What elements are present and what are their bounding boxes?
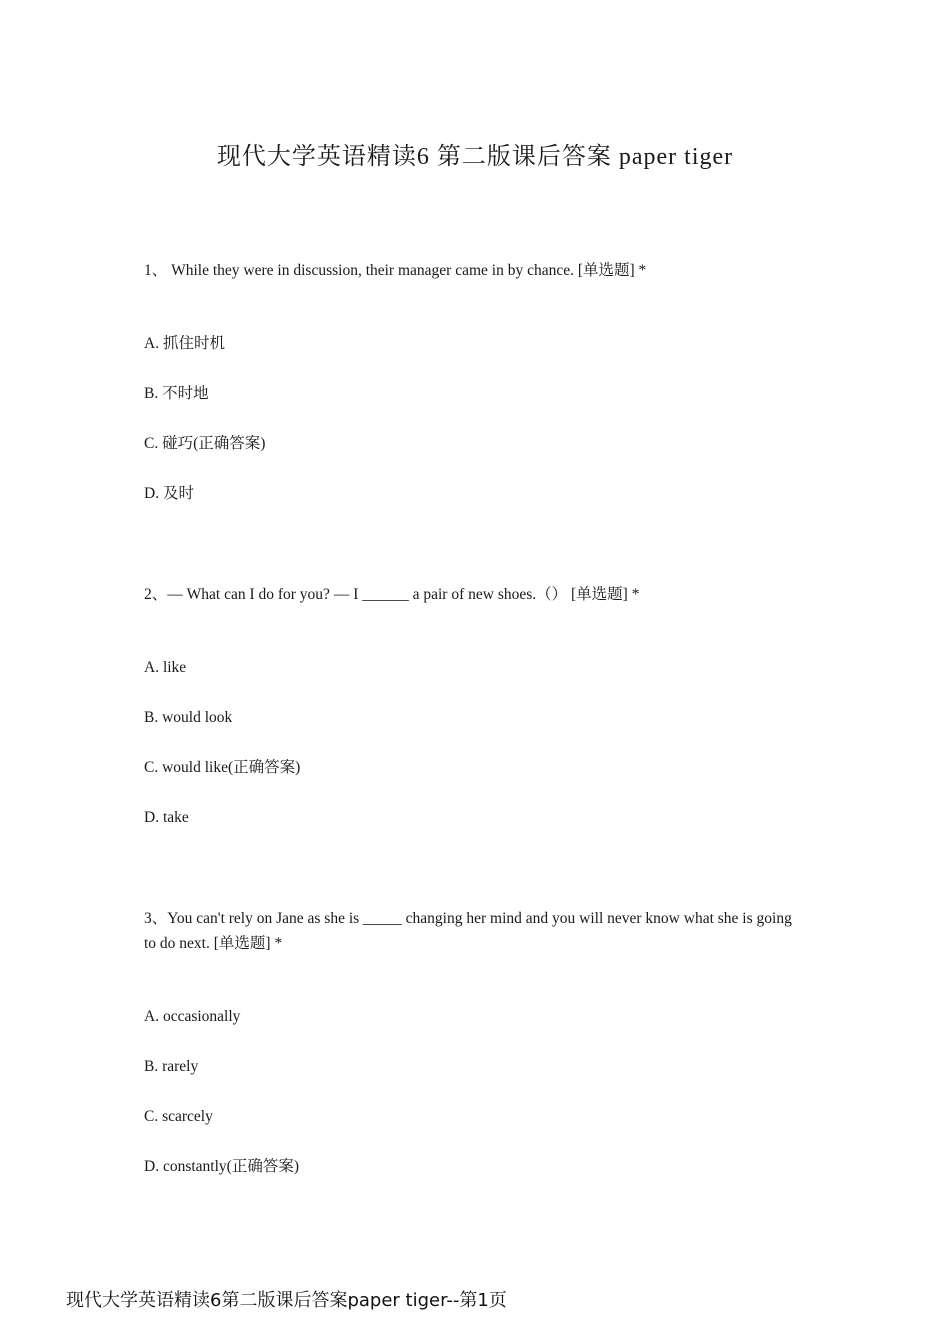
question-3-option-b: B. rarely [144,1058,199,1075]
question-1-option-a: A. 抓住时机 [144,335,225,352]
question-3-option-c: C. scarcely [144,1108,213,1125]
question-2-option-a: A. like [144,659,187,676]
question-1-option-b: B. 不时地 [144,385,209,402]
question-2-option-c: C. would like(正确答案) [144,759,301,776]
question-3-option-d: D. constantly(正确答案) [144,1158,299,1175]
question-1-text: 1、 While they were in discussion, their manager came in by chance. [单选题] * [144,262,647,279]
question-3-option-a: A. occasionally [144,1008,241,1025]
question-1-option-d: D. 及时 [144,485,194,502]
question-2-option-b: B. would look [144,709,233,726]
question-2-option-d: D. take [144,809,189,826]
question-2-text: 2、— What can I do for you? — I ______ a pair of new shoes.（） [单选题] * [144,586,640,603]
question-3-text: 3、You can't rely on Jane as she is _____ changing her mind and you will never know what she is going to do next. [单选题] * [144,910,792,952]
document-title: 现代大学英语精读6 第二版课后答案 paper tiger [216,144,734,170]
question-1-option-c: C. 碰巧(正确答案) [144,435,266,452]
page-footer: 现代大学英语精读6第二版课后答案paper tiger--第1页 [66,1290,507,1311]
